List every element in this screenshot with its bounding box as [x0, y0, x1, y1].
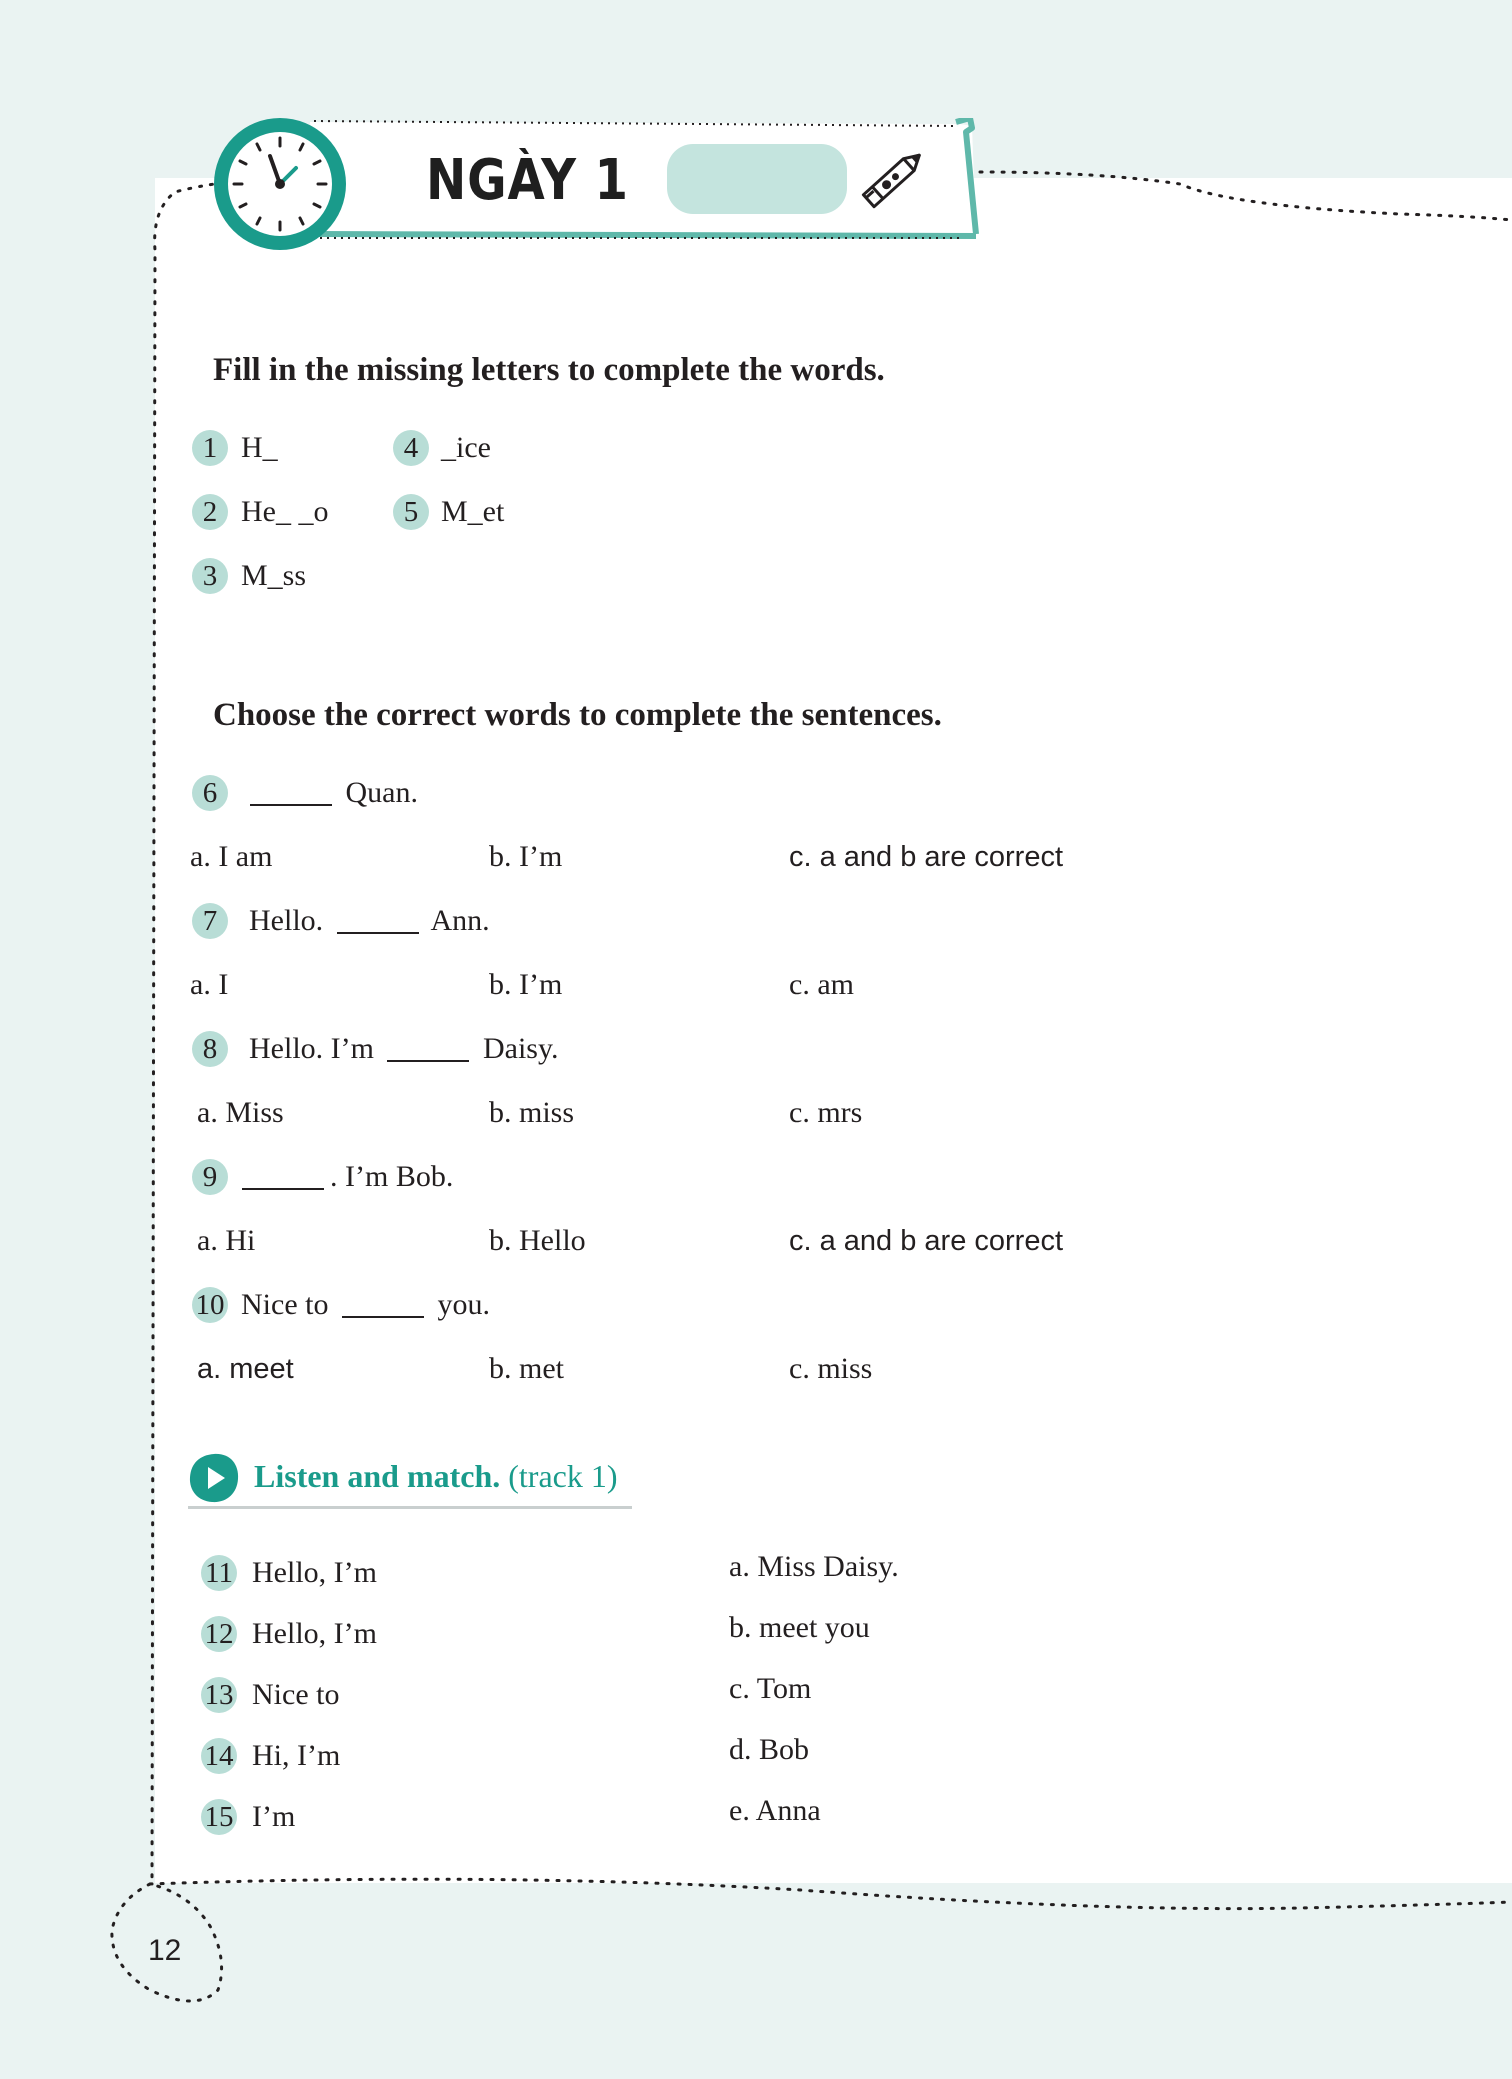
match-number-badge: 13	[201, 1677, 237, 1713]
fill-item-text: H_	[241, 431, 278, 464]
match-right-text[interactable]: d. Bob	[729, 1733, 810, 1766]
question-text: Nice to you.	[241, 1288, 490, 1321]
fill-item-text: He_ _o	[241, 495, 329, 528]
option-a[interactable]: a. meet	[197, 1353, 294, 1385]
day-title: NGÀY 1	[426, 148, 629, 213]
item-number-badge: 3	[192, 558, 228, 594]
listen-section-header	[188, 1452, 632, 1508]
option-c[interactable]: c. am	[789, 968, 854, 1001]
pencil-icon	[852, 138, 936, 218]
option-b[interactable]: b. Hello	[489, 1224, 586, 1257]
clock-icon	[212, 116, 348, 252]
option-a[interactable]: a. I	[190, 968, 229, 1001]
section-title-choose-words: Choose the correct words to complete the sentences.	[213, 697, 942, 733]
question-text: Quan.	[244, 773, 418, 813]
question-number-badge: 6	[192, 775, 228, 811]
question-text: Hello. I’m Daisy.	[249, 1032, 559, 1065]
listen-title: Listen and match. (track 1)	[254, 1458, 618, 1494]
option-b[interactable]: b. I’m	[489, 840, 563, 873]
section-title-fill-letters: Fill in the missing letters to complete the words.	[213, 352, 885, 388]
option-c[interactable]: c. a and b are correct	[789, 841, 1064, 873]
match-left-text: I’m	[252, 1800, 296, 1833]
answer-blank[interactable]	[387, 1036, 469, 1062]
option-c[interactable]: c. miss	[789, 1352, 873, 1385]
option-a[interactable]: a. I am	[190, 840, 273, 873]
option-b[interactable]: b. met	[489, 1352, 564, 1385]
question-number-badge: 9	[192, 1159, 228, 1195]
fill-item-text: M_ss	[241, 559, 307, 592]
option-b[interactable]: b. I’m	[489, 968, 563, 1001]
question-number-badge: 10	[192, 1287, 228, 1323]
page-number: 12	[148, 1934, 182, 1967]
option-c[interactable]: c. a and b are correct	[789, 1225, 1064, 1257]
option-a[interactable]: a. Hi	[197, 1224, 256, 1257]
fill-item-text: M_et	[441, 495, 505, 528]
answer-blank[interactable]	[242, 1164, 324, 1190]
match-left-text: Hi, I’m	[252, 1739, 341, 1772]
option-b[interactable]: b. miss	[489, 1096, 575, 1129]
item-number-badge: 1	[192, 430, 228, 466]
section-underline	[188, 1506, 632, 1509]
question-number-badge: 7	[192, 903, 228, 939]
match-number-badge: 14	[201, 1738, 237, 1774]
answer-blank[interactable]	[342, 1292, 424, 1318]
match-number-badge: 15	[201, 1799, 237, 1835]
track-label: (track 1)	[508, 1458, 618, 1494]
match-right-text[interactable]: a. Miss Daisy.	[729, 1550, 899, 1583]
match-right-text[interactable]: e. Anna	[729, 1794, 821, 1827]
answer-blank[interactable]	[250, 780, 332, 806]
answer-blank[interactable]	[337, 908, 419, 934]
option-a[interactable]: a. Miss	[197, 1096, 284, 1129]
fill-item-text: _ice	[441, 431, 491, 464]
match-left-text: Hello, I’m	[252, 1556, 377, 1589]
question-number-badge: 8	[192, 1031, 228, 1067]
match-number-badge: 12	[201, 1616, 237, 1652]
match-left-text: Hello, I’m	[252, 1617, 377, 1650]
match-right-text[interactable]: b. meet you	[729, 1611, 870, 1644]
question-text: Hello. Ann.	[249, 904, 490, 937]
match-number-badge: 11	[201, 1555, 237, 1591]
item-number-badge: 5	[393, 494, 429, 530]
match-left-text: Nice to	[252, 1678, 340, 1711]
item-number-badge: 2	[192, 494, 228, 530]
play-icon[interactable]	[188, 1452, 240, 1504]
option-c[interactable]: c. mrs	[789, 1096, 863, 1129]
match-right-text[interactable]: c. Tom	[729, 1672, 812, 1705]
item-number-badge: 4	[393, 430, 429, 466]
question-text: . I’m Bob.	[236, 1157, 453, 1197]
date-field[interactable]	[667, 144, 847, 214]
